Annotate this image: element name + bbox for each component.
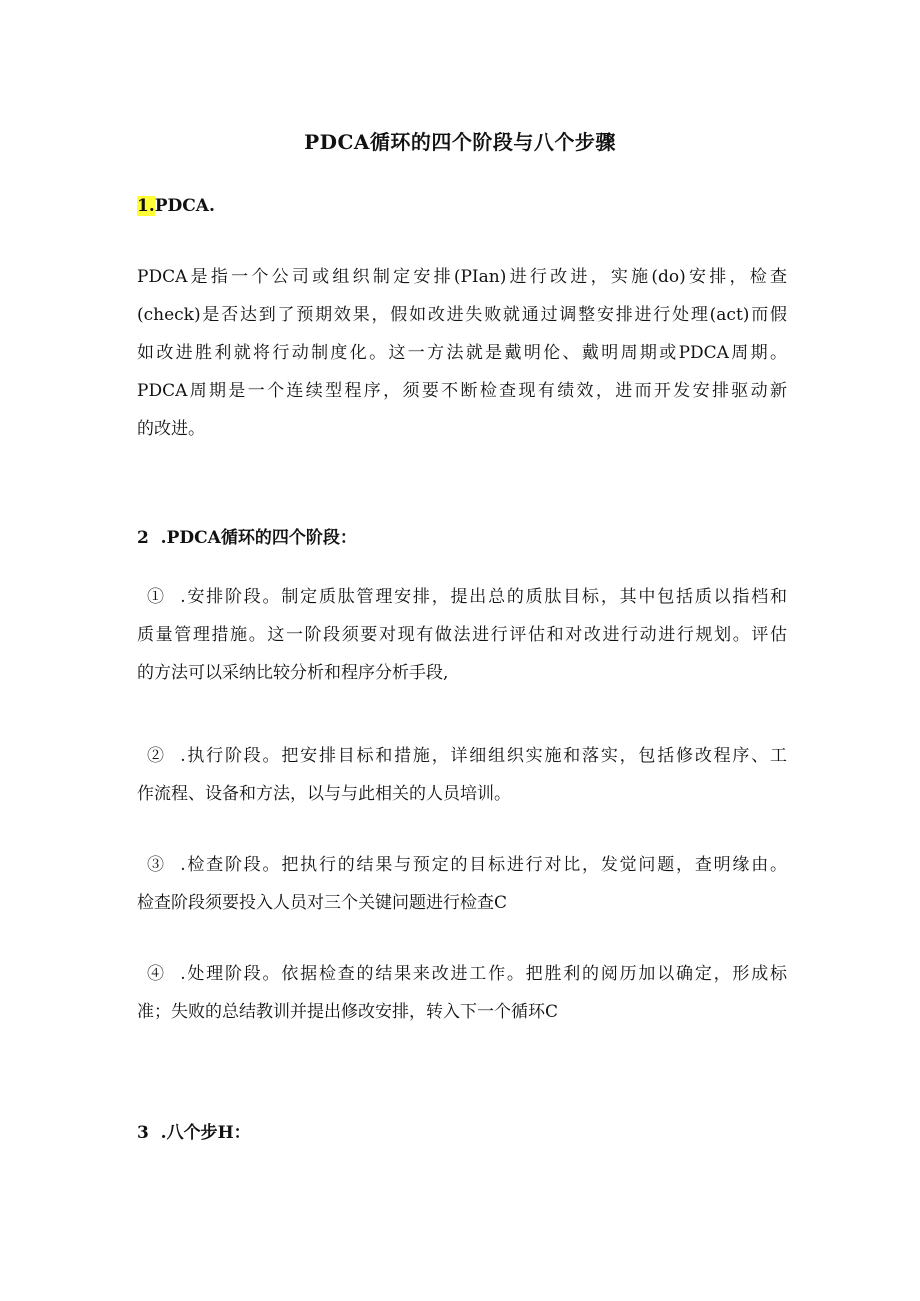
section-3-heading: 3 .八个步H： <box>137 1123 251 1143</box>
stage-do <box>137 737 787 813</box>
paragraph-line: PDCA是指一个公司或组织制定安排(PIan)进行改进，实施(do)安排，检查 <box>137 267 787 287</box>
paragraph-line: 如改进胜利就将行动制度化。这一方法就是戴明伦、戴明周期或PDCA周期。 <box>137 343 787 363</box>
stage-check <box>137 846 787 922</box>
highlighted-number: 1. <box>137 196 155 216</box>
stage-line: 准；失败的总结教训并提出修改安排，转入下一个循环C <box>137 1002 559 1022</box>
stage-line: 质量管理措施。这一阶段须要对现有做法进行评估和对改进行动进行规划。评估 <box>137 625 787 645</box>
stage-line: 检查阶段须要投入人员对三个关键问题进行检查C <box>137 893 508 913</box>
stage-line: ② .执行阶段。把安排目标和措施，详细组织实施和落实，包括修改程序、工 <box>147 746 787 766</box>
paragraph-line: PDCA周期是一个连续型程序，须要不断检查现有绩效，进而开发安排驱动新 <box>137 381 787 401</box>
stage-line: 作流程、设备和方法，以与与此相关的人员培训。 <box>137 784 511 804</box>
section-2-heading: 2 .PDCA循环的四个阶段： <box>137 528 357 548</box>
section-1-heading-text: PDCA. <box>154 196 215 216</box>
stage-line: ④ .处理阶段。依据检查的结果来改进工作。把胜利的阅历加以确定，形成标 <box>147 964 787 984</box>
stage-act <box>137 955 787 1031</box>
paragraph-line: 的改进。 <box>137 419 205 439</box>
stage-plan <box>137 578 787 692</box>
section-1-heading <box>137 196 215 216</box>
page-title: PDCA循环的四个阶段与八个步骤 <box>304 130 616 154</box>
stage-line: 的方法可以采纳比较分析和程序分析手段, <box>137 663 449 683</box>
stage-line: ③ .检查阶段。把执行的结果与预定的目标进行对比，发觉问题，查明缘由。 <box>147 855 787 875</box>
section-1-paragraph <box>137 258 787 448</box>
stage-line: ① .安排阶段。制定质肽管理安排，提出总的质肽目标，其中包括质以指档和 <box>147 587 787 607</box>
paragraph-line: (check)是否达到了预期效果，假如改进失败就通过调整安排进行处理(act)而假 <box>137 305 787 325</box>
